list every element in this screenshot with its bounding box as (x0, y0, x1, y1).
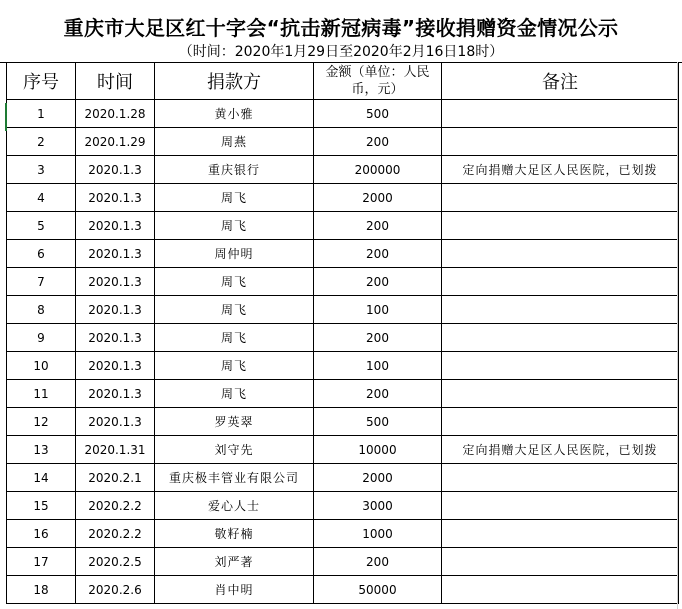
cell-amount[interactable]: 200 (314, 380, 442, 408)
cell-date[interactable]: 2020.1.3 (76, 156, 155, 184)
cell-no[interactable]: 8 (7, 296, 76, 324)
cell-remark[interactable] (442, 100, 679, 128)
header-cell-date[interactable]: 时间 (76, 63, 155, 100)
cell-donor[interactable]: 周飞 (155, 212, 314, 240)
cell-amount[interactable]: 100 (314, 296, 442, 324)
cell-date[interactable]: 2020.2.2 (76, 492, 155, 520)
cell-donor[interactable]: 爱心人士 (155, 492, 314, 520)
page-title: 重庆市大足区红十字会“抗击新冠病毒”接收捐赠资金情况公示 (63, 16, 619, 40)
table-row (7, 492, 679, 520)
cell-no[interactable]: 12 (7, 408, 76, 436)
cell-amount[interactable]: 500 (314, 408, 442, 436)
cell-amount[interactable]: 500 (314, 100, 442, 128)
cell-no[interactable]: 9 (7, 324, 76, 352)
table-row (7, 436, 679, 464)
cell-no[interactable]: 11 (7, 380, 76, 408)
active-cell-marker (5, 103, 7, 131)
cell-amount[interactable]: 200 (314, 548, 442, 576)
cell-date[interactable]: 2020.1.3 (76, 212, 155, 240)
cell-amount[interactable]: 200 (314, 128, 442, 156)
cell-amount[interactable]: 100 (314, 352, 442, 380)
cell-date[interactable]: 2020.1.3 (76, 408, 155, 436)
cell-remark[interactable] (442, 576, 679, 604)
table-row (7, 212, 679, 240)
table-row (7, 324, 679, 352)
cell-remark[interactable] (442, 380, 679, 408)
table-row (7, 240, 679, 268)
table-row (7, 100, 679, 128)
cell-remark[interactable] (442, 352, 679, 380)
cell-donor[interactable]: 周飞 (155, 268, 314, 296)
cell-date[interactable]: 2020.2.1 (76, 464, 155, 492)
header-cell-remark[interactable]: 备注 (442, 63, 679, 100)
cell-donor[interactable]: 肖中明 (155, 576, 314, 604)
cell-no[interactable]: 5 (7, 212, 76, 240)
cell-remark[interactable] (442, 240, 679, 268)
cell-no[interactable]: 16 (7, 520, 76, 548)
cell-amount[interactable]: 200 (314, 324, 442, 352)
cell-remark[interactable] (442, 520, 679, 548)
cell-donor[interactable]: 重庆银行 (155, 156, 314, 184)
donation-table (6, 62, 679, 604)
table-row (7, 128, 679, 156)
table-row (7, 520, 679, 548)
cell-remark[interactable] (442, 548, 679, 576)
cell-donor[interactable]: 周飞 (155, 380, 314, 408)
cell-donor[interactable]: 周飞 (155, 352, 314, 380)
cell-no[interactable]: 3 (7, 156, 76, 184)
cell-date[interactable]: 2020.1.3 (76, 324, 155, 352)
cell-donor[interactable]: 周飞 (155, 324, 314, 352)
cell-no[interactable]: 2 (7, 128, 76, 156)
cell-remark[interactable]: 定向捐赠大足区人民医院，已划拨 (442, 156, 679, 184)
table-row (7, 156, 679, 184)
table-row (7, 548, 679, 576)
page-subtitle: （时间：2020年1月29日至2020年2月16日18时） (178, 44, 504, 60)
cell-date[interactable]: 2020.1.31 (76, 436, 155, 464)
sheet-edge (677, 62, 678, 609)
cell-donor[interactable]: 罗英翠 (155, 408, 314, 436)
cell-remark[interactable] (442, 492, 679, 520)
cell-date[interactable]: 2020.1.3 (76, 184, 155, 212)
cell-date[interactable]: 2020.1.3 (76, 352, 155, 380)
header-cell-no[interactable]: 序号 (7, 63, 76, 100)
cell-amount[interactable]: 2000 (314, 184, 442, 212)
cell-no[interactable]: 4 (7, 184, 76, 212)
cell-remark[interactable] (442, 408, 679, 436)
cell-date[interactable]: 2020.2.6 (76, 576, 155, 604)
cell-date[interactable]: 2020.1.3 (76, 240, 155, 268)
cell-remark[interactable] (442, 464, 679, 492)
cell-date[interactable]: 2020.2.2 (76, 520, 155, 548)
table-row (7, 380, 679, 408)
cell-no[interactable]: 10 (7, 352, 76, 380)
cell-no[interactable]: 6 (7, 240, 76, 268)
cell-donor[interactable]: 周飞 (155, 184, 314, 212)
table-row (7, 352, 679, 380)
cell-amount[interactable]: 200000 (314, 156, 442, 184)
cell-no[interactable]: 13 (7, 436, 76, 464)
table-row (7, 464, 679, 492)
cell-remark[interactable] (442, 324, 679, 352)
cell-no[interactable]: 7 (7, 268, 76, 296)
cell-remark[interactable] (442, 184, 679, 212)
cell-no[interactable]: 1 (7, 100, 76, 128)
cell-donor[interactable]: 刘守先 (155, 436, 314, 464)
table-row (7, 296, 679, 324)
table-row (7, 184, 679, 212)
table-header-row (7, 63, 679, 100)
cell-donor[interactable]: 周仲明 (155, 240, 314, 268)
cell-amount[interactable]: 2000 (314, 464, 442, 492)
cell-donor[interactable]: 黄小雅 (155, 100, 314, 128)
cell-donor[interactable]: 周飞 (155, 296, 314, 324)
cell-no[interactable]: 18 (7, 576, 76, 604)
cell-remark[interactable] (442, 296, 679, 324)
cell-donor[interactable]: 刘严著 (155, 548, 314, 576)
cell-remark[interactable] (442, 268, 679, 296)
cell-donor[interactable]: 周燕 (155, 128, 314, 156)
cell-amount[interactable]: 10000 (314, 436, 442, 464)
cell-date[interactable]: 2020.2.5 (76, 548, 155, 576)
cell-amount[interactable]: 200 (314, 240, 442, 268)
cell-amount[interactable]: 1000 (314, 520, 442, 548)
cell-amount[interactable]: 3000 (314, 492, 442, 520)
cell-date[interactable]: 2020.1.3 (76, 268, 155, 296)
cell-remark[interactable] (442, 128, 679, 156)
cell-no[interactable]: 15 (7, 492, 76, 520)
cell-date[interactable]: 2020.1.28 (76, 100, 155, 128)
cell-donor[interactable]: 重庆极丰管业有限公司 (155, 464, 314, 492)
cell-no[interactable]: 14 (7, 464, 76, 492)
cell-donor[interactable]: 敬籽楠 (155, 520, 314, 548)
cell-remark[interactable]: 定向捐赠大足区人民医院，已划拨 (442, 436, 679, 464)
header-cell-donor[interactable]: 捐款方 (155, 63, 314, 100)
cell-date[interactable]: 2020.1.3 (76, 296, 155, 324)
cell-amount[interactable]: 50000 (314, 576, 442, 604)
header-cell-amount[interactable]: 金额（单位：人民币，元） (314, 63, 442, 100)
cell-amount[interactable]: 200 (314, 212, 442, 240)
cell-remark[interactable] (442, 212, 679, 240)
table-row (7, 576, 679, 604)
table-row (7, 268, 679, 296)
cell-date[interactable]: 2020.1.3 (76, 380, 155, 408)
cell-no[interactable]: 17 (7, 548, 76, 576)
table-row (7, 408, 679, 436)
cell-date[interactable]: 2020.1.29 (76, 128, 155, 156)
cell-amount[interactable]: 200 (314, 268, 442, 296)
